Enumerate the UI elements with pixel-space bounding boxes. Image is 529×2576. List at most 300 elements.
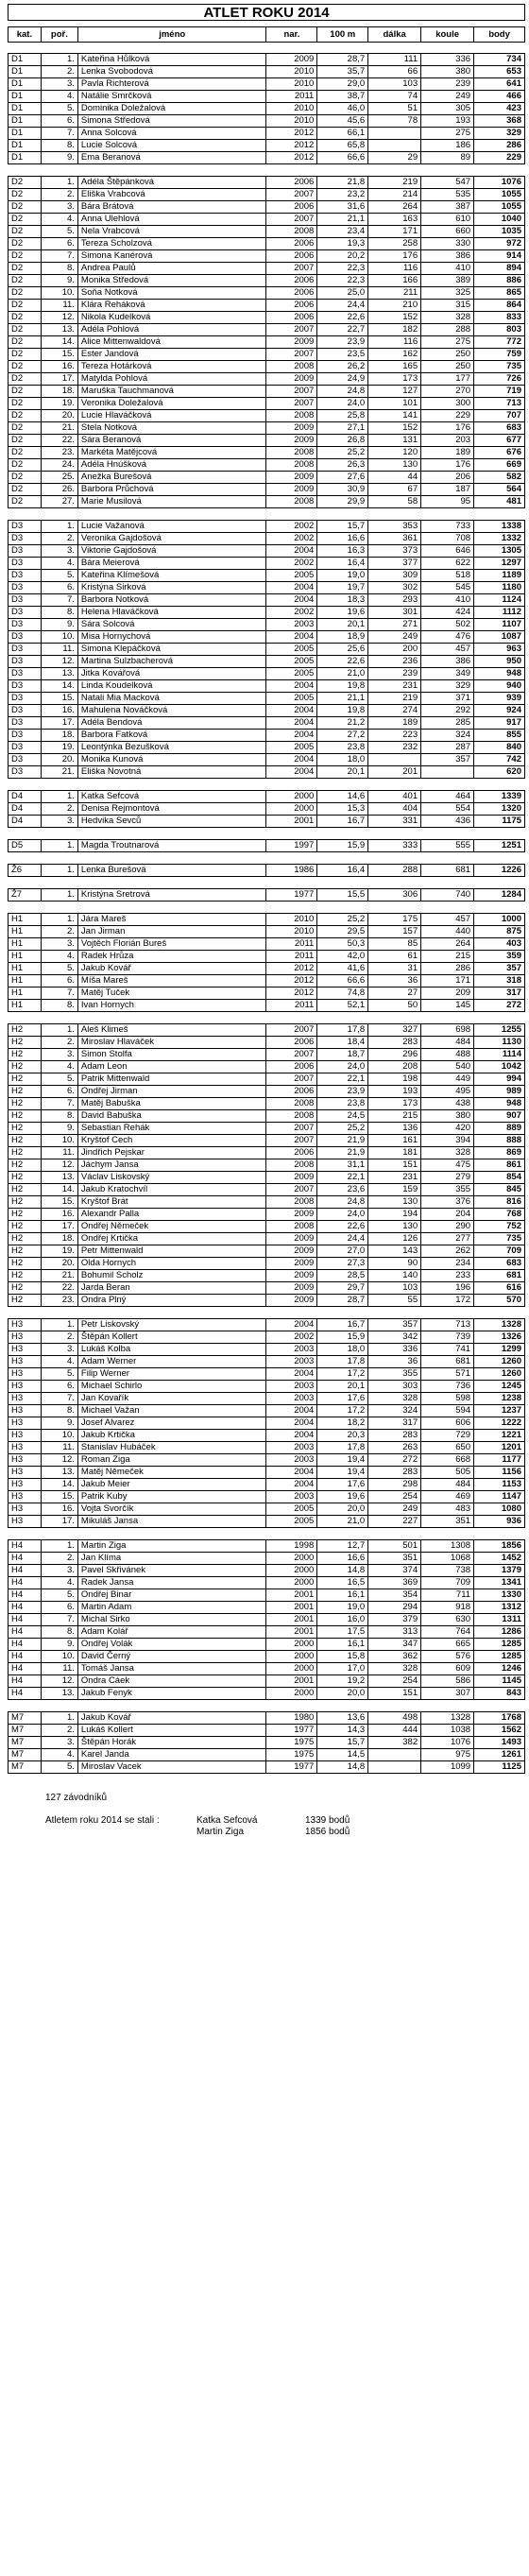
cell-100m: 25,8 [317,410,368,422]
cell-body: 907 [474,1110,525,1123]
cell-body: 869 [474,1147,525,1159]
cell-nar: 2003 [266,619,317,631]
cell-kat: H4 [9,1577,42,1589]
cell-nar: 2007 [266,386,317,398]
cell-dalka: 152 [368,422,421,435]
cell-dalka: 309 [368,570,421,582]
cell-100m: 13,6 [317,1712,368,1725]
cell-por: 11. [41,300,77,312]
cell-koule: 387 [421,201,474,214]
cell-100m: 23,9 [317,336,368,349]
cell-name: Olda Hornych [77,1258,266,1270]
cell-koule: 440 [421,926,474,938]
cell-100m: 22,6 [317,312,368,324]
cell-body: 1285 [474,1639,525,1651]
cell-body: 641 [474,78,525,91]
header-dalka: dálka [368,27,421,43]
table-row [9,1037,525,1049]
cell-100m: 17,2 [317,1405,368,1417]
cell-body: 1320 [474,803,525,816]
cell-100m: 66,1 [317,128,368,140]
cell-por: 5. [41,963,77,975]
table-row [9,1110,525,1123]
cell-nar: 2008 [266,1098,317,1110]
winner-points: 1856 bodů [305,1827,350,1837]
cell-name: Barbora Průchová [77,484,266,496]
cell-body: 1107 [474,619,525,631]
category-table [8,839,525,852]
cell-100m: 27,1 [317,422,368,435]
cell-kat: H2 [9,1024,42,1037]
cell-kat: H4 [9,1540,42,1553]
cell-por: 18. [41,1233,77,1245]
cell-100m: 21,2 [317,717,368,730]
cell-body: 939 [474,693,525,705]
cell-kat: H2 [9,1110,42,1123]
cell-dalka: 354 [368,1589,421,1602]
cell-name: Kristýna Sirková [77,582,266,594]
cell-100m: 20,2 [317,250,368,263]
table-row [9,1356,525,1368]
cell-kat: M7 [9,1749,42,1761]
cell-dalka: 44 [368,472,421,484]
cell-dalka: 336 [368,1344,421,1356]
cell-name: Míša Mareš [77,975,266,987]
cell-name: Lukáš Kolba [77,1344,266,1356]
cell-nar: 1977 [266,889,317,902]
cell-por: 11. [41,1147,77,1159]
table-row [9,791,525,803]
cell-kat: H2 [9,1073,42,1086]
cell-dalka: 176 [368,250,421,263]
cell-dalka: 116 [368,336,421,349]
cell-body: 1246 [474,1663,525,1675]
cell-koule: 410 [421,263,474,275]
cell-100m: 18,0 [317,754,368,766]
cell-100m: 19,0 [317,1602,368,1614]
cell-100m: 16,1 [317,1639,368,1651]
table-row [9,1516,525,1528]
cell-100m: 24,8 [317,1196,368,1209]
cell-100m: 16,7 [317,816,368,828]
cell-body: 570 [474,1295,525,1307]
cell-kat: D1 [9,152,42,164]
cell-kat: D2 [9,275,42,287]
cell-100m: 17,8 [317,1356,368,1368]
cell-dalka: 29 [368,152,421,164]
cell-koule: 975 [421,1749,474,1761]
cell-kat: D3 [9,742,42,754]
cell-por: 1. [41,1024,77,1037]
cell-por: 8. [41,1626,77,1639]
cell-por: 1. [41,865,77,877]
table-row [9,1479,525,1491]
cell-koule: 469 [421,1491,474,1503]
cell-kat: H4 [9,1589,42,1602]
cell-nar: 2005 [266,644,317,656]
cell-body: 1156 [474,1467,525,1479]
cell-body: 719 [474,386,525,398]
cell-body: 683 [474,422,525,435]
cell-dalka: 303 [368,1381,421,1393]
cell-por: 21. [41,1270,77,1282]
table-row [9,472,525,484]
cell-name: Matěj Babuška [77,1098,266,1110]
cell-name: Matěj Němeček [77,1467,266,1479]
cell-nar: 2010 [266,926,317,938]
cell-body: 1189 [474,570,525,582]
cell-koule: 475 [421,1159,474,1172]
cell-por: 13. [41,1172,77,1184]
cell-100m: 27,3 [317,1258,368,1270]
cell-name: Adéla Hnúšková [77,459,266,472]
cell-100m: 22,1 [317,1172,368,1184]
cell-body: 875 [474,926,525,938]
cell-body: 843 [474,1688,525,1700]
cell-koule: 1038 [421,1725,474,1737]
cell-nar: 2008 [266,447,317,459]
cell-100m: 42,0 [317,951,368,963]
cell-dalka: 36 [368,1356,421,1368]
table-row [9,1135,525,1147]
cell-por: 18. [41,386,77,398]
cell-por: 23. [41,447,77,459]
table-row [9,300,525,312]
cell-nar: 2009 [266,422,317,435]
cell-por: 12. [41,1159,77,1172]
table-row [9,1086,525,1098]
cell-nar: 2009 [266,1282,317,1295]
cell-name: Monika Středová [77,275,266,287]
cell-100m: 21,0 [317,668,368,680]
cell-name: Adam Leon [77,1061,266,1073]
cell-koule: 660 [421,226,474,238]
cell-body: 734 [474,54,525,66]
cell-por: 4. [41,1356,77,1368]
cell-dalka: 272 [368,1454,421,1467]
table-row [9,1737,525,1749]
cell-name: Michael Schirlo [77,1381,266,1393]
cell-por: 18. [41,730,77,742]
cell-nar: 2009 [266,1209,317,1221]
cell-body: 948 [474,1098,525,1110]
cell-name: Adéla Bendová [77,717,266,730]
cell-kat: D2 [9,361,42,373]
cell-dalka: 141 [368,410,421,422]
cell-por: 25. [41,472,77,484]
cell-koule: 622 [421,558,474,570]
cell-name: David Babuška [77,1110,266,1123]
cell-por: 21. [41,422,77,435]
cell-kat: D2 [9,447,42,459]
table-row [9,1688,525,1700]
cell-100m: 46,0 [317,103,368,115]
cell-name: Linda Koudelková [77,680,266,693]
cell-name: Matěj Tuček [77,987,266,1000]
cell-dalka: 55 [368,1295,421,1307]
table-row [9,668,525,680]
cell-name: Vojta Svorčík [77,1503,266,1516]
cell-por: 6. [41,238,77,250]
cell-por: 27. [41,496,77,508]
cell-100m: 52,1 [317,1000,368,1012]
cell-body: 1311 [474,1614,525,1626]
cell-dalka: 362 [368,1651,421,1663]
cell-body: 1245 [474,1381,525,1393]
cell-dalka: 36 [368,975,421,987]
cell-koule: 650 [421,1442,474,1454]
cell-por: 20. [41,1258,77,1270]
cell-koule: 394 [421,1135,474,1147]
cell-100m: 24,8 [317,386,368,398]
cell-nar: 2003 [266,1454,317,1467]
cell-name: Anna Ulehlová [77,214,266,226]
cell-nar: 2005 [266,668,317,680]
cell-koule: 290 [421,1221,474,1233]
cell-dalka: 165 [368,361,421,373]
cell-koule: 239 [421,78,474,91]
table-row [9,1270,525,1282]
cell-100m: 20,0 [317,1688,368,1700]
cell-100m: 25,2 [317,914,368,926]
cell-body: 681 [474,1270,525,1282]
cell-por: 7. [41,250,77,263]
cell-100m: 14,3 [317,1725,368,1737]
cell-name: Jakub Kratochvíl [77,1184,266,1196]
table-row [9,250,525,263]
cell-name: Jakub Krtička [77,1430,266,1442]
cell-koule: 554 [421,803,474,816]
table-row [9,582,525,594]
cell-koule: 495 [421,1086,474,1098]
cell-por: 2. [41,1553,77,1565]
cell-kat: H2 [9,1282,42,1295]
table-row [9,1331,525,1344]
table-row [9,1577,525,1589]
cell-nar: 2004 [266,680,317,693]
table-row [9,1417,525,1430]
cell-kat: D1 [9,103,42,115]
cell-kat: D2 [9,226,42,238]
cell-body: 889 [474,1123,525,1135]
cell-nar: 2002 [266,521,317,533]
cell-100m: 15,8 [317,1651,368,1663]
cell-name: Denisa Rejmontová [77,803,266,816]
cell-por: 3. [41,1565,77,1577]
cell-name: Kristýna Sretrová [77,889,266,902]
cell-koule: 609 [421,1663,474,1675]
cell-kat: D3 [9,766,42,779]
category-table [8,1539,525,1700]
cell-koule: 380 [421,1110,474,1123]
cell-nar: 2002 [266,558,317,570]
cell-name: Štěpán Kollert [77,1331,266,1344]
cell-por: 6. [41,582,77,594]
cell-dalka: 152 [368,312,421,324]
cell-dalka: 328 [368,1663,421,1675]
cell-kat: D2 [9,189,42,201]
cell-por: 10. [41,287,77,300]
cell-dalka: 377 [368,558,421,570]
cell-body: 229 [474,152,525,164]
cell-body: 1338 [474,521,525,533]
cell-name: Sára Beranová [77,435,266,447]
cell-por: 4. [41,1577,77,1589]
header-kat: kat. [9,27,42,43]
cell-100m: 12,7 [317,1540,368,1553]
cell-body: 272 [474,1000,525,1012]
cell-por: 10. [41,631,77,644]
category-table [8,888,525,902]
cell-dalka: 140 [368,1270,421,1282]
cell-name: Barbora Fatková [77,730,266,742]
cell-100m: 22,3 [317,275,368,287]
cell-kat: H3 [9,1454,42,1467]
cell-kat: H4 [9,1614,42,1626]
cell-por: 12. [41,1454,77,1467]
cell-name: Lukáš Kollert [77,1725,266,1737]
cell-por: 8. [41,1000,77,1012]
cell-kat: H2 [9,1037,42,1049]
cell-name: Katka Sefcová [77,791,266,803]
cell-body: 950 [474,656,525,668]
cell-nar: 2001 [266,1589,317,1602]
cell-body: 1221 [474,1430,525,1442]
cell-nar: 1975 [266,1737,317,1749]
cell-name: Lucie Solcová [77,140,266,152]
cell-dalka: 58 [368,496,421,508]
cell-koule: 547 [421,177,474,189]
cell-body: 1493 [474,1737,525,1749]
cell-por: 14. [41,1479,77,1491]
cell-name: Jan Jirman [77,926,266,938]
table-row [9,189,525,201]
cell-100m: 24,0 [317,1061,368,1073]
table-row [9,1639,525,1651]
cell-nar: 2012 [266,987,317,1000]
table-row [9,312,525,324]
cell-nar: 2007 [266,1184,317,1196]
cell-name: Aleš Klimeš [77,1024,266,1037]
cell-kat: H4 [9,1626,42,1639]
cell-100m: 21,8 [317,177,368,189]
cell-koule: 349 [421,668,474,680]
cell-body: 1147 [474,1491,525,1503]
cell-dalka: 501 [368,1540,421,1553]
cell-kat: M7 [9,1761,42,1774]
cell-dalka: 219 [368,693,421,705]
cell-dalka: 215 [368,1110,421,1123]
cell-koule: 250 [421,361,474,373]
cell-koule: 176 [421,422,474,435]
cell-100m: 22,1 [317,1073,368,1086]
cell-por: 1. [41,1319,77,1331]
cell-body: 481 [474,496,525,508]
cell-nar: 2000 [266,1639,317,1651]
cell-nar: 2001 [266,1626,317,1639]
cell-nar: 2010 [266,115,317,128]
cell-name: Monika Kunová [77,754,266,766]
cell-100m: 14,8 [317,1565,368,1577]
cell-kat: D1 [9,128,42,140]
cell-dalka: 294 [368,1602,421,1614]
cell-dalka: 498 [368,1712,421,1725]
cell-name: Filip Werner [77,1368,266,1381]
cell-nar: 2000 [266,1663,317,1675]
cell-dalka: 130 [368,1196,421,1209]
cell-por: 17. [41,717,77,730]
cell-body: 989 [474,1086,525,1098]
table-row [9,410,525,422]
cell-100m: 22,6 [317,1221,368,1233]
cell-nar: 1977 [266,1761,317,1774]
cell-body: 1261 [474,1749,525,1761]
table-row [9,938,525,951]
cell-kat: H2 [9,1123,42,1135]
cell-100m: 23,9 [317,1086,368,1098]
cell-koule: 279 [421,1172,474,1184]
cell-100m: 14,8 [317,1761,368,1774]
cell-name: Eliška Novotná [77,766,266,779]
cell-por: 10. [41,1430,77,1442]
cell-nar: 2001 [266,1614,317,1626]
cell-dalka: 274 [368,705,421,717]
cell-dalka: 67 [368,484,421,496]
cell-nar: 2010 [266,78,317,91]
cell-kat: D3 [9,582,42,594]
cell-body: 1180 [474,582,525,594]
cell-kat: D2 [9,422,42,435]
cell-body: 357 [474,963,525,975]
cell-body: 940 [474,680,525,693]
cell-body: 1125 [474,1761,525,1774]
cell-kat: H2 [9,1209,42,1221]
cell-body: 894 [474,263,525,275]
table-row [9,91,525,103]
cell-nar: 2000 [266,1688,317,1700]
cell-dalka: 231 [368,680,421,693]
cell-nar: 2008 [266,1110,317,1123]
cell-nar: 2004 [266,1319,317,1331]
table-row [9,521,525,533]
cell-nar: 1986 [266,865,317,877]
cell-koule: 250 [421,349,474,361]
table-row [9,1061,525,1073]
cell-body: 1035 [474,226,525,238]
cell-name: Josef Alvarez [77,1417,266,1430]
cell-koule: 594 [421,1405,474,1417]
cell-100m: 24,0 [317,1209,368,1221]
cell-por: 1. [41,840,77,852]
cell-por: 6. [41,1602,77,1614]
cell-nar: 2002 [266,607,317,619]
cell-koule: 286 [421,963,474,975]
cell-dalka: 116 [368,263,421,275]
cell-body: 1112 [474,607,525,619]
cell-kat: H3 [9,1417,42,1430]
cell-por: 1. [41,54,77,66]
cell-por: 15. [41,349,77,361]
cell-por: 16. [41,1209,77,1221]
cell-por: 13. [41,324,77,336]
cell-por: 3. [41,938,77,951]
cell-nar: 2004 [266,730,317,742]
cell-100m: 24,9 [317,373,368,386]
cell-name: Jáchym Jansa [77,1159,266,1172]
cell-dalka: 103 [368,78,421,91]
cell-100m: 16,3 [317,545,368,558]
cell-nar: 2003 [266,1344,317,1356]
